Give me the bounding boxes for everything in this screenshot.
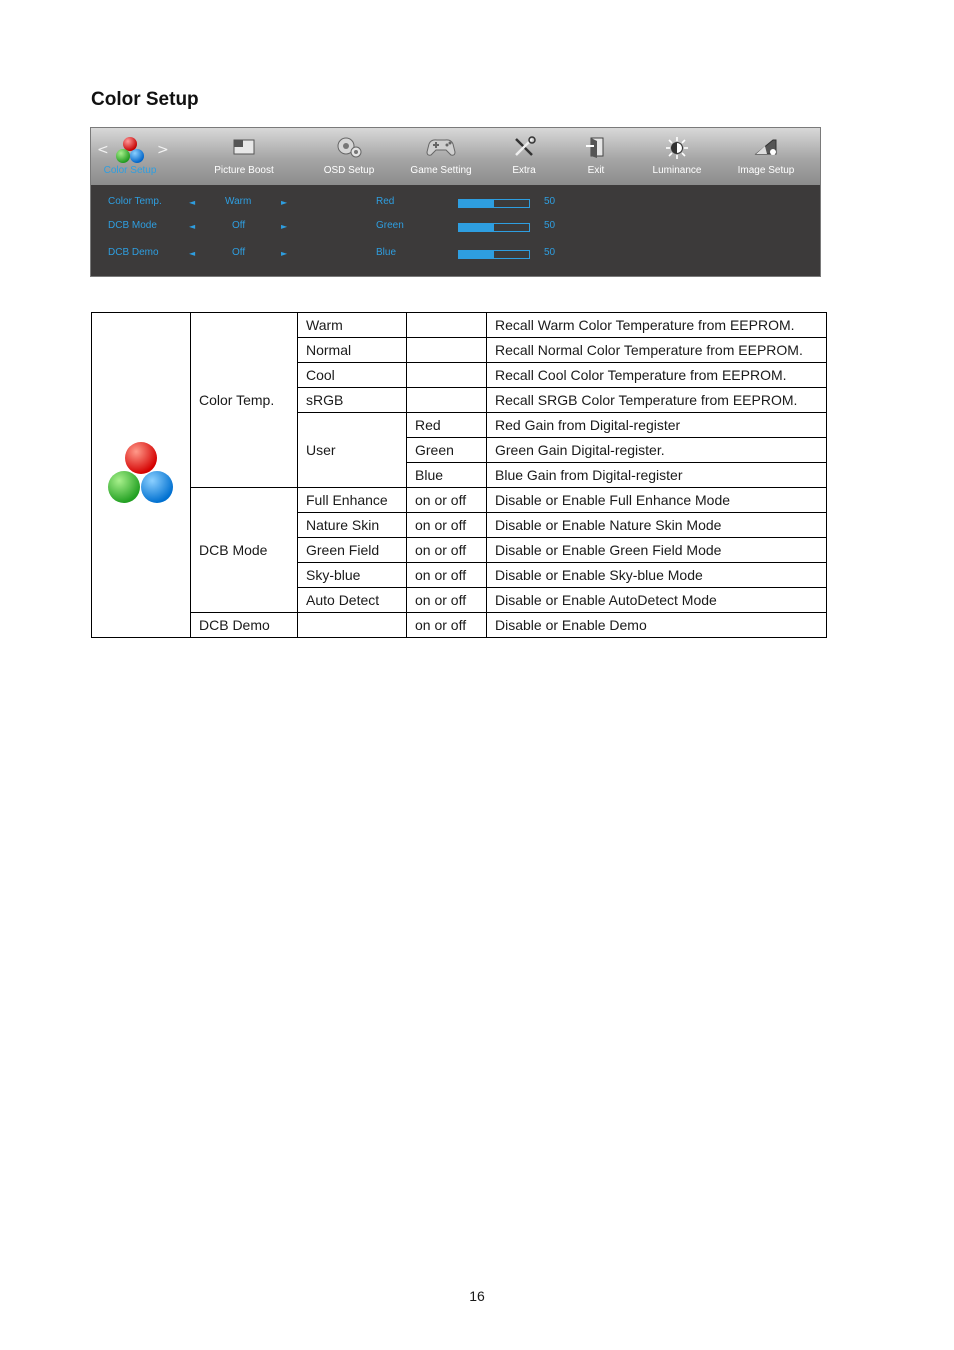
- description-cell: Disable or Enable Green Field Mode: [487, 538, 827, 563]
- value-cell: [407, 388, 487, 413]
- value-cell: [407, 338, 487, 363]
- option-cell: Sky-blue: [298, 563, 407, 588]
- tab-label: Image Setup: [737, 165, 795, 176]
- tab-exit[interactable]: [566, 128, 626, 185]
- tab-picture-boost[interactable]: [204, 128, 284, 185]
- value-cell: Green: [407, 438, 487, 463]
- description-cell: Recall Warm Color Temperature from EEPROM.: [487, 313, 827, 338]
- category-dcb-demo: DCB Demo: [191, 613, 298, 638]
- value-cell: Red: [407, 413, 487, 438]
- gain-value: 50: [544, 220, 556, 231]
- gain-value: 50: [544, 247, 556, 258]
- left-arrow-icon[interactable]: ◄: [189, 249, 196, 258]
- option-cell: Cool: [298, 363, 407, 388]
- description-cell: Blue Gain from Digital-register: [487, 463, 827, 488]
- tab-label: Color Setup: [103, 165, 157, 176]
- value-cell: Blue: [407, 463, 487, 488]
- category-color-temp: Color Temp.: [191, 313, 298, 488]
- osd-row-label: DCB Demo: [108, 247, 159, 258]
- option-cell: Auto Detect: [298, 588, 407, 613]
- description-cell: Green Gain Digital-register.: [487, 438, 827, 463]
- gain-slider-blue[interactable]: [458, 250, 530, 259]
- next-chevron-icon[interactable]: >: [157, 142, 169, 158]
- description-cell: Disable or Enable Sky-blue Mode: [487, 563, 827, 588]
- slider-fill: [459, 224, 494, 231]
- option-cell: Nature Skin: [298, 513, 407, 538]
- value-cell: on or off: [407, 613, 487, 638]
- option-cell: Normal: [298, 338, 407, 363]
- description-cell: Red Gain from Digital-register: [487, 413, 827, 438]
- rgb-balls-icon: [105, 495, 177, 511]
- prev-chevron-icon[interactable]: <: [97, 142, 109, 158]
- option-cell-user: User: [298, 413, 407, 488]
- tab-color-setup[interactable]: [95, 128, 165, 185]
- value-cell: on or off: [407, 538, 487, 563]
- slider-fill: [459, 200, 494, 207]
- value-cell: on or off: [407, 563, 487, 588]
- osd-row-dcb-mode[interactable]: [91, 220, 820, 236]
- description-cell: Recall Cool Color Temperature from EEPROM.: [487, 363, 827, 388]
- gamepad-icon: [425, 136, 457, 161]
- left-arrow-icon[interactable]: ◄: [189, 222, 196, 231]
- tab-luminance[interactable]: [642, 128, 712, 185]
- sun-icon: [665, 136, 689, 163]
- exit-door-icon: [586, 136, 606, 161]
- osd-row-label: Color Temp.: [108, 196, 162, 207]
- value-cell: [407, 313, 487, 338]
- tools-icon: [512, 136, 536, 161]
- description-cell: Disable or Enable AutoDetect Mode: [487, 588, 827, 613]
- osd-row-value: Warm: [225, 196, 252, 207]
- value-cell: [407, 363, 487, 388]
- description-cell: Disable or Enable Demo: [487, 613, 827, 638]
- table-row: [92, 613, 827, 638]
- option-cell: Full Enhance: [298, 488, 407, 513]
- table-row: [92, 488, 827, 513]
- gain-label: Blue: [376, 247, 397, 258]
- tab-game-setting[interactable]: [401, 128, 481, 185]
- tab-label: Luminance: [652, 165, 702, 176]
- value-cell: on or off: [407, 513, 487, 538]
- option-cell: Warm: [298, 313, 407, 338]
- gain-label: Red: [376, 196, 395, 207]
- description-cell: Recall SRGB Color Temperature from EEPROM.: [487, 388, 827, 413]
- gain-slider-green[interactable]: [458, 223, 530, 232]
- color-setup-icon-cell: [92, 313, 191, 638]
- image-setup-icon: [753, 136, 779, 161]
- category-dcb-mode: DCB Mode: [191, 488, 298, 613]
- osd-row-value: Off: [232, 220, 246, 231]
- tab-label: OSD Setup: [323, 165, 375, 176]
- picture-boost-icon: [232, 136, 256, 161]
- tab-label: Game Setting: [410, 165, 472, 176]
- right-arrow-icon[interactable]: ►: [281, 198, 288, 207]
- option-cell: sRGB: [298, 388, 407, 413]
- gain-label: Green: [376, 220, 404, 231]
- osd-gear-icon: [335, 136, 363, 163]
- tab-label: Extra: [512, 165, 536, 176]
- tab-osd-setup[interactable]: [309, 128, 389, 185]
- tab-image-setup[interactable]: [728, 128, 804, 185]
- description-cell: Recall Normal Color Temperature from EEPROM.: [487, 338, 827, 363]
- osd-row-color-temp[interactable]: [91, 196, 820, 212]
- osd-row-dcb-demo[interactable]: [91, 247, 820, 263]
- tab-extra[interactable]: [494, 128, 554, 185]
- option-cell: [298, 613, 407, 638]
- table-row: [92, 313, 827, 338]
- page-number: 16: [469, 1288, 485, 1304]
- slider-fill: [459, 251, 494, 258]
- description-cell: Disable or Enable Full Enhance Mode: [487, 488, 827, 513]
- description-cell: Disable or Enable Nature Skin Mode: [487, 513, 827, 538]
- right-arrow-icon[interactable]: ►: [281, 222, 288, 231]
- tab-label: Picture Boost: [214, 165, 274, 176]
- color-setup-table: [91, 312, 827, 638]
- option-cell: Green Field: [298, 538, 407, 563]
- osd-row-label: DCB Mode: [108, 220, 157, 231]
- right-arrow-icon[interactable]: ►: [281, 249, 288, 258]
- osd-tab-bar: [91, 128, 820, 185]
- osd-row-value: Off: [232, 247, 246, 258]
- value-cell: on or off: [407, 588, 487, 613]
- tab-label: Exit: [587, 165, 605, 176]
- page-title: Color Setup: [91, 89, 199, 110]
- osd-menu: [90, 127, 821, 277]
- left-arrow-icon[interactable]: ◄: [189, 198, 196, 207]
- gain-slider-red[interactable]: [458, 199, 530, 208]
- value-cell: on or off: [407, 488, 487, 513]
- gain-value: 50: [544, 196, 556, 207]
